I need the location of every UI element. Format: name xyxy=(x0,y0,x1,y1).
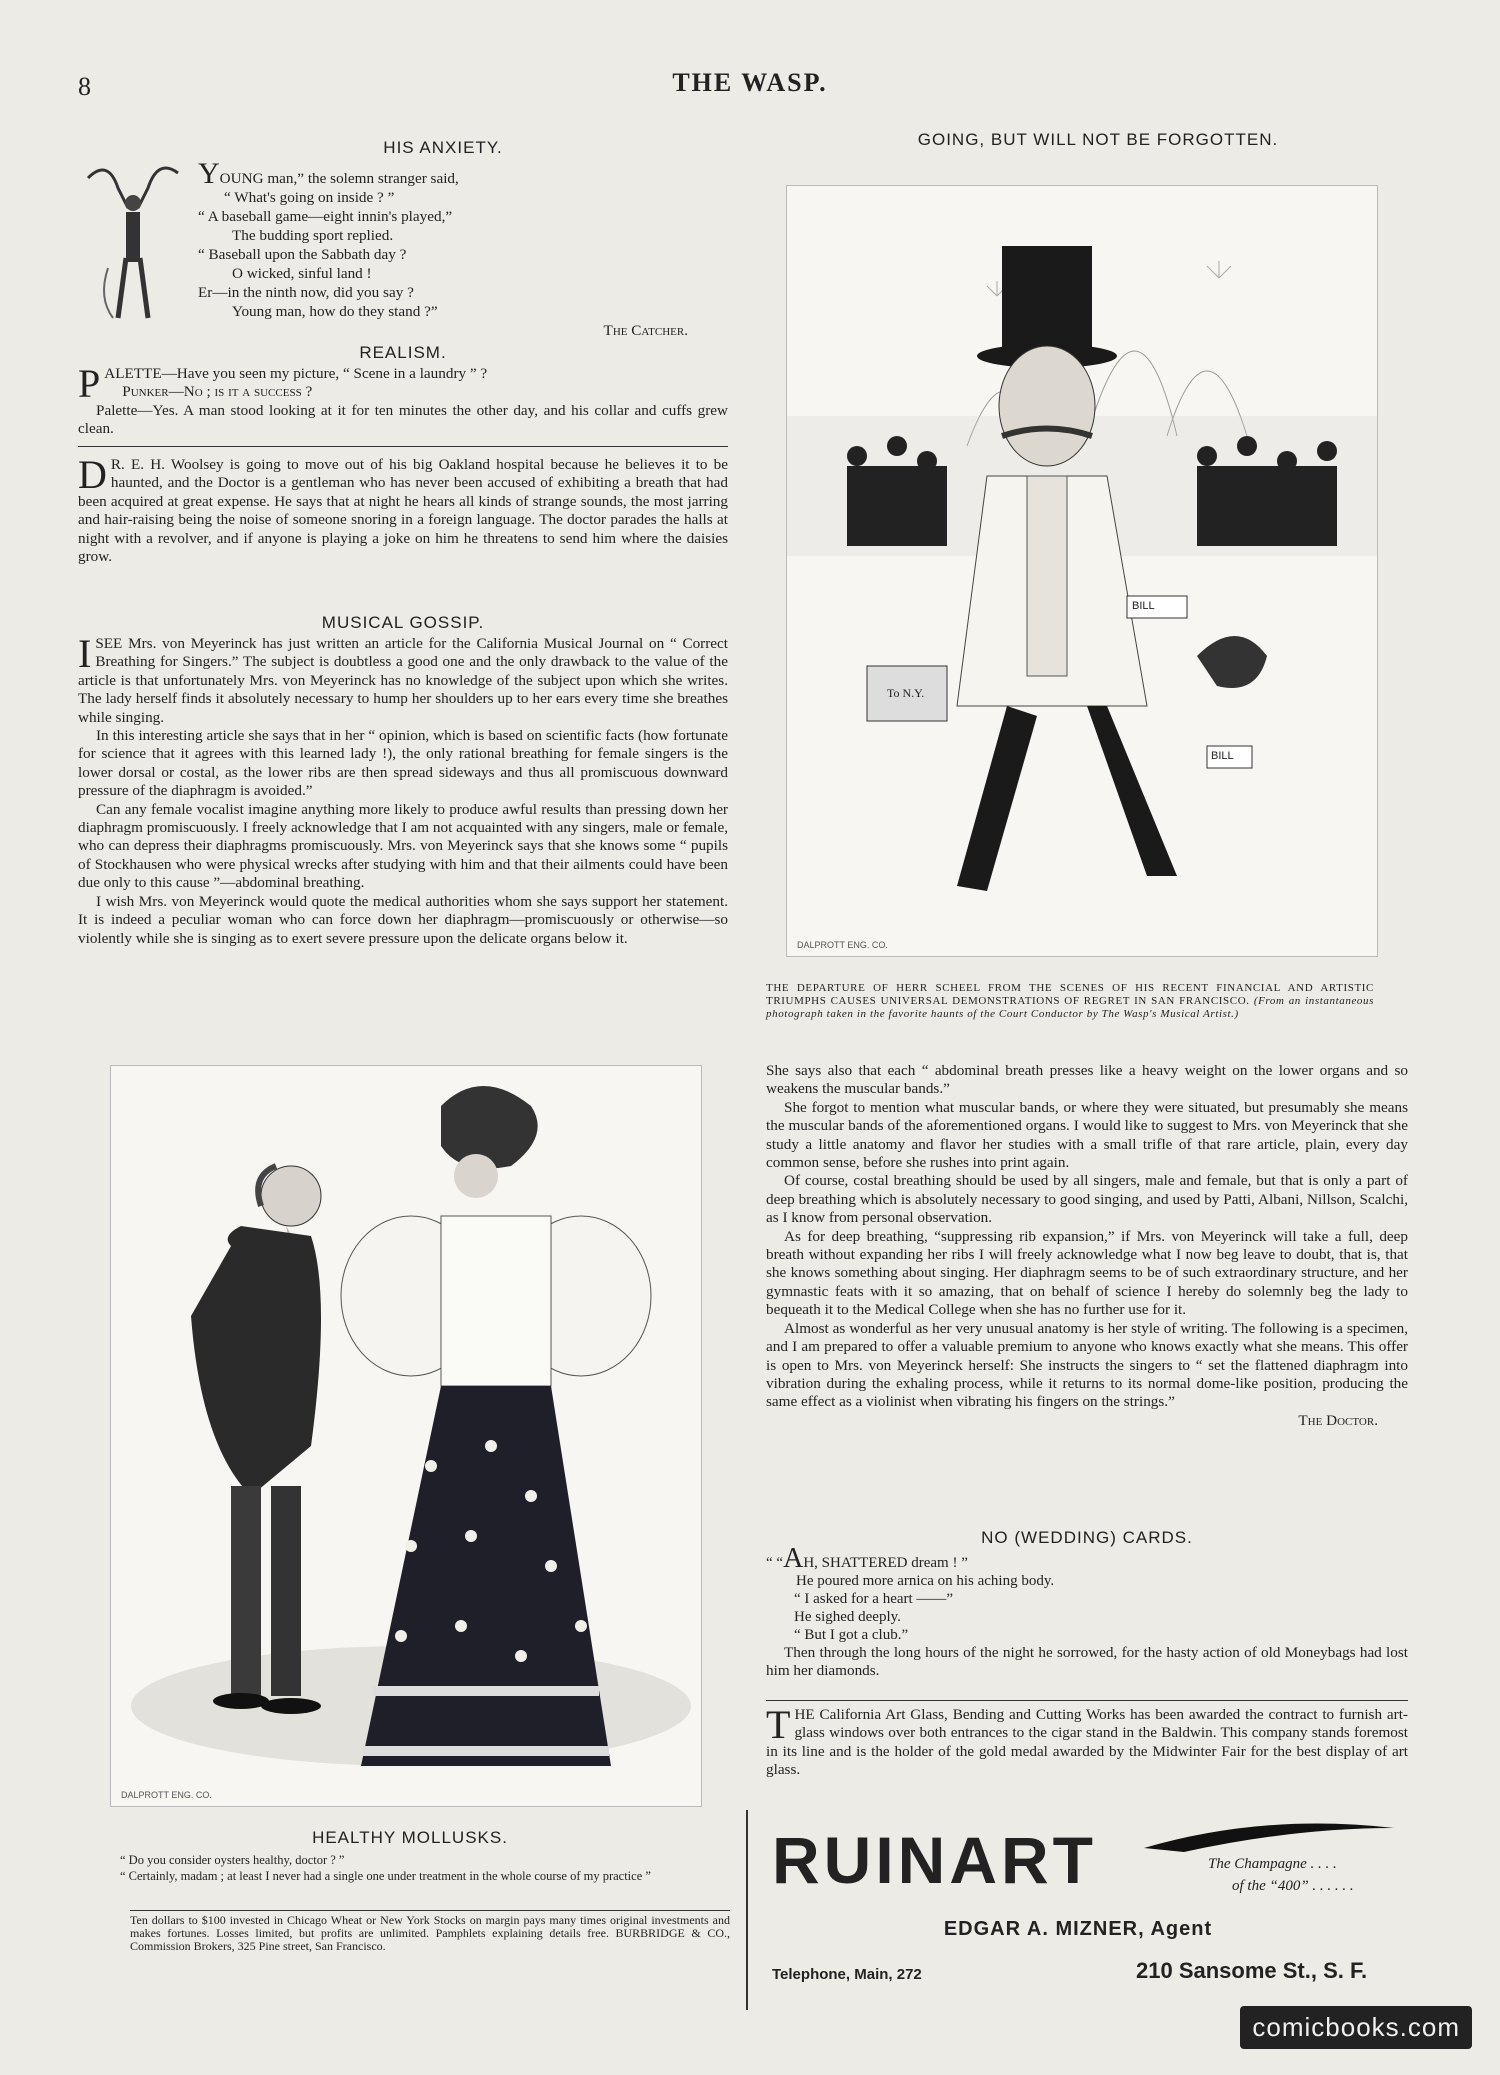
wedding-cards-section xyxy=(766,1528,1408,1681)
ruinart-advertisement xyxy=(746,1810,1428,2010)
realism-section xyxy=(78,343,728,439)
poem-line: The budding sport replied. xyxy=(232,227,394,244)
mollusks-question: “ Do you consider oysters healthy, doctor ? ” xyxy=(120,1853,345,1867)
mollusks-answer: “ Certainly, madam ; at least I never had a single one under treatment in the whole course of my practice ” xyxy=(120,1869,651,1883)
gossip-p1: ISEE Mrs. von Meyerinck has just written an article for the California Musical Journal on “ Correct Breathing for Singers.” The subject is doubtless a good one and the only drawback to the value of the article is that unfortunately Mrs. von Meyerinck has no knowledge of the subject upon which she writes. The lady herself finds it absolutely necessary to hump her shoulders up to her ears every time she breathes while singing. xyxy=(78,631,728,726)
poem-line: YOUNG man,” the solemn stranger said, xyxy=(198,157,459,190)
going-engraver-credit: DALPROTT ENG. CO. xyxy=(797,940,888,950)
divider xyxy=(78,446,728,447)
bill-label: BILL xyxy=(1132,600,1155,612)
gossip-cont4: As for deep breathing, “suppressing rib expansion,” if Mrs. von Meyerinck will take a full, deep breath without expanding her ribs I will freely acknowledge what I now beg leave to doubt, that is, that she knows something about singing. Her diaphragm seems to be of such extraordinary structure, and her gymnastic feats with it so amazing, that on behalf of science I hereby do solemnly beg the lady to bequeath it to the Medical College when she has no further use for it. xyxy=(766,1227,1408,1319)
poem-line: He sighed deeply. xyxy=(794,1609,901,1625)
musical-gossip-title: MUSICAL GOSSIP. xyxy=(321,613,485,632)
woolsey-paragraph: D R. E. H. Woolsey is going to move out of his big Oakland hospital because he believes it to be haunted, and the Doctor is a gentleman who has never been accused of exhibiting a breath that had been acquired at great expense. He says that at night he hears all kinds of strange sounds, the most jarring and hair-raising being the noise of someone snoring in a foreign language. The doctor parades the halls at night with a revolver, and if anyone is playing a joke on him he threatens to send him where the daisies grow. xyxy=(78,452,728,566)
poem-line: “ A baseball game—eight innin's played,” xyxy=(198,208,453,225)
poem-line: “ “AH, SHATTERED dream ! ” xyxy=(766,1543,968,1574)
wedding-cards-title: NO (WEDDING) CARDS. xyxy=(981,1528,1193,1547)
ruinart-tagline-2: of the “400” . . . . . . xyxy=(1232,1878,1354,1894)
poem-line: O wicked, sinful land ! xyxy=(232,265,372,282)
watermark: comicbooks.com xyxy=(1240,2006,1472,2049)
burbridge-ad: Ten dollars to $100 invested in Chicago Wheat or New York Stocks on margin pays many times original investments and makes fortunes. Losses limited, but profits are unlimited. Pamphlets explaining details free. BURBRIDGE & CO., Commission Brokers, 325 Pine street, San Francisco. xyxy=(130,1913,730,1953)
ruinart-tagline-1: The Champagne . . . . xyxy=(1208,1856,1337,1872)
ruinart-brand: RUINART xyxy=(772,1823,1097,1897)
page-number: 8 xyxy=(78,72,91,101)
herr-scheel-illustration xyxy=(786,185,1378,957)
masthead: THE WASP. xyxy=(672,68,828,97)
divider xyxy=(130,1910,730,1911)
his-anxiety-title: HIS ANXIETY. xyxy=(383,138,503,157)
gossip-p2: In this interesting article she says that in her “ opinion, which is based on scientific facts (how fortunate for science that it agrees with this learned lady !), the only rational breathing for female singers is the lower dorsal or costal, as the lower ribs are then spread sideways and thus all promiscuous downward pressure of the diaphragm is avoided.” xyxy=(78,727,728,800)
poem-line: Young man, how do they stand ?” xyxy=(232,303,438,320)
realism-p2: Punker—No ; is it a success ? xyxy=(122,383,313,401)
his-anxiety-section xyxy=(78,138,728,339)
acrobat-initial-illustration xyxy=(78,148,188,328)
gossip-cont2: She forgot to mention what muscular bands, or where they were situated, but presumably she means the muscular bands of the aforementioned organs. I would like to suggest to Mrs. von Meyerinck that she study a little anatomy and flavor her studies with a small trifle of that rare article, plain, every day common sense, before she rushes into print again. xyxy=(766,1098,1408,1172)
musical-gossip-section xyxy=(78,613,728,948)
caricature-drawing xyxy=(787,186,1377,956)
poem-line: “ Baseball upon the Sabbath day ? xyxy=(198,246,407,263)
ruinart-address: 210 Sansome St., S. F. xyxy=(1136,1958,1368,1983)
poem-line: “ What's going on inside ? ” xyxy=(224,189,395,206)
realism-title: REALISM. xyxy=(359,343,447,362)
art-glass-paragraph: THE California Art Glass, Bending and Cutting Works has been awarded the contract to furnish art-glass windows over both entrances to the cigar stand in the Baldwin. This company stands foremost in its line and is the holder of the gold medal awarded by the Midwinter Fair for the best display of art glass. xyxy=(766,1702,1408,1779)
dropcap-t: T xyxy=(766,1702,791,1747)
swash-flourish xyxy=(1144,1818,1394,1858)
going-title: GOING, BUT WILL NOT BE FORGOTTEN. xyxy=(917,130,1279,149)
ruinart-phone: Telephone, Main, 272 xyxy=(772,1966,922,1983)
bag-label: To N.Y. xyxy=(887,686,925,700)
wedding-closing: Then through the long hours of the night he sorrowed, for the hasty action of old Moneybags had lost him her diamonds. xyxy=(766,1644,1408,1680)
herr-scheel-caption: THE DEPARTURE OF HERR SCHEEL FROM THE SCENES OF HIS RECENT FINANCIAL AND ARTISTIC TRIUMPHS CAUSES UNIVERSAL DEMONSTRATIONS OF REGRET IN SAN FRANCISCO. (From an instantaneous photograph taken in the favorite haunts of the Court Conductor by The Wasp's Musical Artist.) xyxy=(766,982,1375,1020)
gossip-signature: The Doctor. xyxy=(1298,1411,1378,1429)
ruinart-agent: EDGAR A. MIZNER, Agent xyxy=(943,1918,1213,1940)
realism-p3: Palette—Yes. A man stood looking at it for ten minutes the other day, and his collar and cuffs grew clean. xyxy=(78,401,728,438)
doctor-and-lady-drawing xyxy=(111,1066,701,1806)
gossip-p4: I wish Mrs. von Meyerinck would quote the medical authorities whom she says support her statement. It is indeed a peculiar woman who can force down her diaphragm—promiscuously or otherwise—so violently while she is singing as to exert severe pressure upon the delicate organs below it. xyxy=(78,892,728,947)
mollusks-engraver-credit: DALPROTT ENG. CO. xyxy=(121,1790,212,1800)
gossip-cont1: She says also that each “ abdominal breath presses like a heavy weight on the lower organs and so weakens the muscular bands.” xyxy=(766,1062,1408,1098)
divider xyxy=(766,1700,1408,1701)
poem-line: “ But I got a club.” xyxy=(794,1627,909,1643)
gossip-p3: Can any female vocalist imagine anything more likely to produce awful results than pressing down her diaphragm promiscuously. I freely acknowledge that I am not acquainted with any singers, male or female, who can depress their diaphragms promiscuously. Mrs. von Meyerinck says that she knows some “ pupils of Stockhausen who were physical wrecks after studying with him and that their ailments could have been due only to this cause ”—abdominal breathing. xyxy=(78,800,728,892)
healthy-mollusks-caption xyxy=(120,1828,740,1884)
poem-line: He poured more arnica on his aching body. xyxy=(796,1573,1055,1589)
bill-label: BILL xyxy=(1211,750,1234,762)
musical-gossip-continued xyxy=(766,1062,1408,1430)
gossip-cont3: Of course, costal breathing should be used by all singers, male and female, but that is only a part of deep breathing which is absolutely necessary to good singing, and used by Patti, Albani, Nillson, Scalchi, as I know from personal observation. xyxy=(766,1172,1408,1227)
his-anxiety-poem xyxy=(198,157,728,340)
poem-line: Er—in the ninth now, did you say ? xyxy=(198,284,414,301)
poem-line: “ I asked for a heart ——” xyxy=(794,1591,954,1607)
gossip-cont5: Almost as wonderful as her very unusual anatomy is her style of writing. The following is a specimen, and I am prepared to offer a valuable premium to anyone who knows exactly what she means. This offer is open to Mrs. von Meyerinck herself: She instructs the singers to “ set the flattened diaphragm into vibration during the exhaling process, while it returns to its normal dome-like position, producing the same effect as a violinist when vibrating his fingers on the strings.” xyxy=(766,1319,1408,1411)
his-anxiety-signature: The Catcher. xyxy=(603,322,688,339)
healthy-mollusks-title: HEALTHY MOLLUSKS. xyxy=(312,1828,508,1847)
realism-p1: PALETTE—Have you seen my picture, “ Scene in a laundry ” ? xyxy=(78,361,488,406)
dropcap-d: D xyxy=(78,452,107,497)
healthy-mollusks-illustration xyxy=(110,1065,702,1807)
